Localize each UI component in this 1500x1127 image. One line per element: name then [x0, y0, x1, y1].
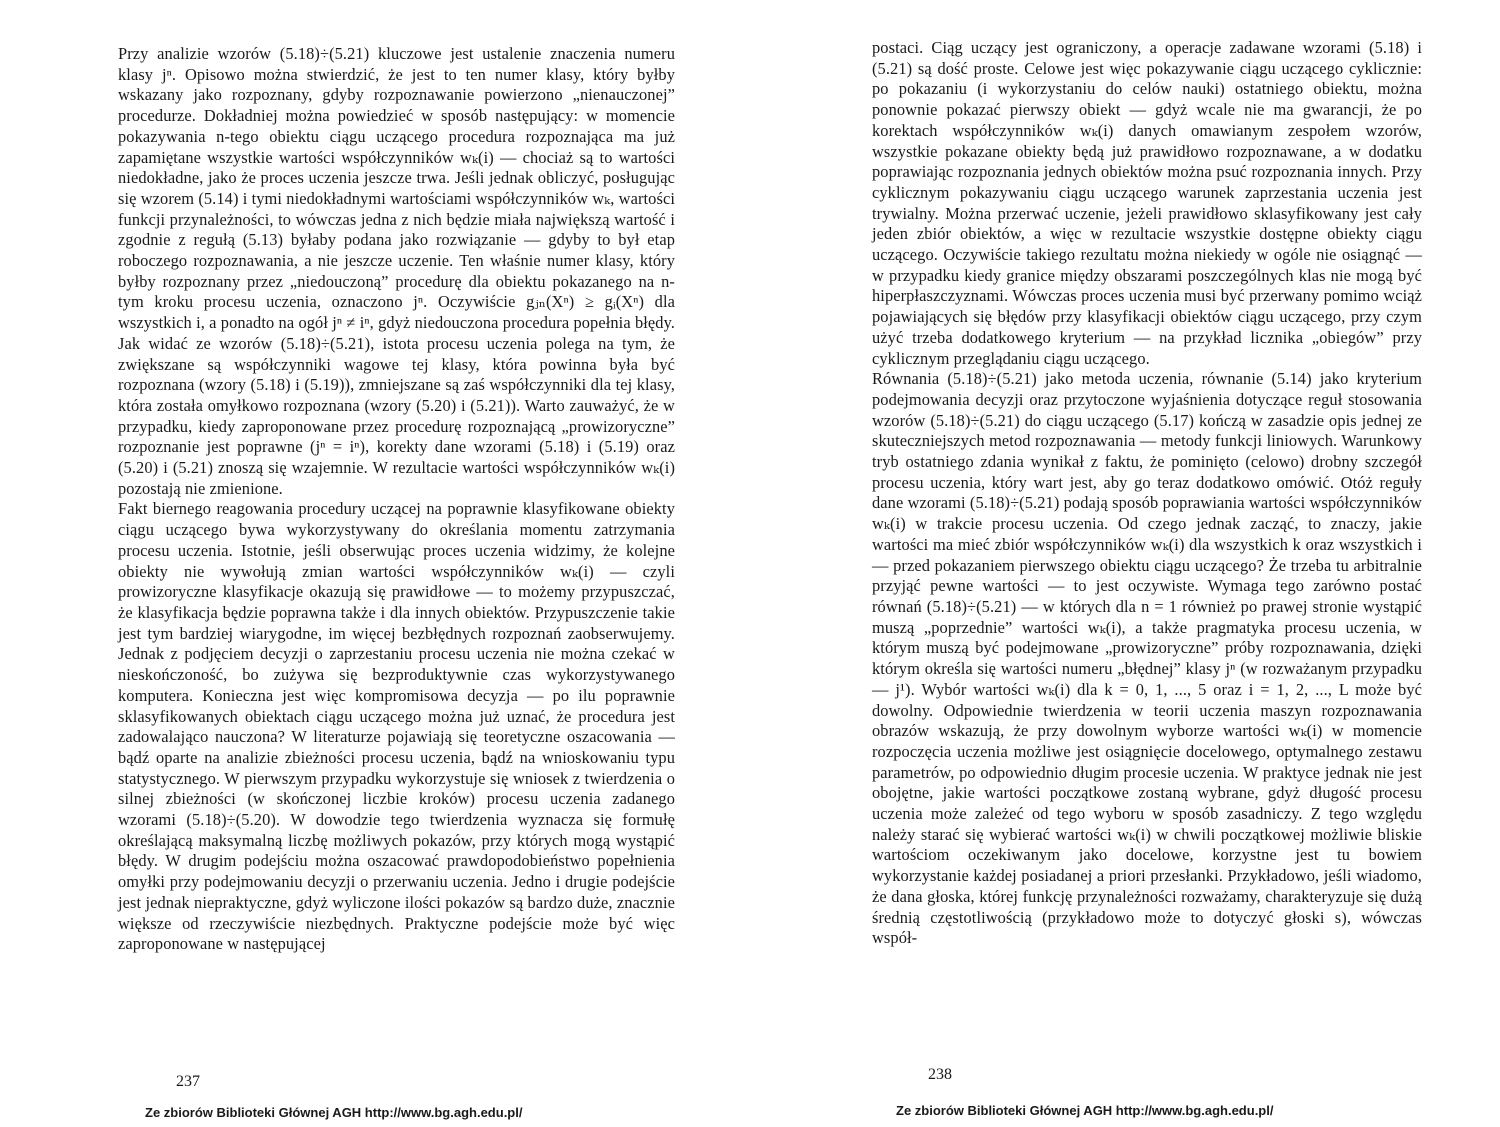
page-number-right: 238	[928, 1066, 952, 1083]
page-number-left: 237	[176, 1073, 200, 1090]
left-paragraph-1: Przy analizie wzorów (5.18)÷(5.21) kluczowe jest ustalenie znaczenia numeru klasy jⁿ. Opisowo można stwierdzić, że jest to ten numer klasy, który byłby wskazany jako rozpoznany, gdyby rozpoznawanie powierzono „nienauczonej” procedurze. Dokładniej można powiedzieć w sposób następujący: w momencie pokazywania n-tego obiektu ciągu uczącego procedura rozpoznająca ma już zapamiętane wszystkie wartości współczynników wₖ(i) — chociaż są to wartości niedokładne, jako że proces uczenia jeszcze trwa. Jeśli jednak obliczyć, posługując się wzorem (5.14) i tymi niedokładnymi wartościami współczynników wₖ, wartości funkcji przynależności, to wówczas jedna z nich będzie miała największą wartość i zgodnie z regułą (5.13) byłaby podana jako rozwiązanie — gdyby to był etap roboczego rozpoznawania, a nie jeszcze uczenie. Ten właśnie numer klasy, który byłby rozpoznany przez „niedouczoną” procedurę dla obiektu pokazanego na n-tym kroku procesu uczenia, oznaczono jⁿ. Oczywiście gⱼₙ(Xⁿ) ≥ gᵢ(Xⁿ) dla wszystkich i, a ponadto na ogół jⁿ ≠ iⁿ, gdyż niedouczona procedura popełnia błędy. Jak widać ze wzorów (5.18)÷(5.21), istota procesu uczenia polega na tym, że zwiększane są współczynniki wagowe tej klasy, która powinna była być rozpoznana (wzory (5.18) i (5.19)), zmniejszane są zaś współczynniki dla tej klasy, która została omyłkowo rozpoznana (wzory (5.20) i (5.21)). Warto zauważyć, że w przypadku, kiedy zaproponowane przez procedurę rozpoznającą „prowizoryczne” rozpoznanie jest poprawne (jⁿ = iⁿ), korekty dane wzorami (5.18) i (5.19) oraz (5.20) i (5.21) znoszą się wzajemnie. W rezultacie wartości współczynników wₖ(i) pozostają nie zmienione.	[118, 44, 675, 498]
right-paragraph-2: Równania (5.18)÷(5.21) jako metoda uczenia, równanie (5.14) jako kryterium podejmowania decyzji oraz przytoczone wyjaśnienia dotyczące reguł stosowania wzorów (5.18)÷(5.21) do ciągu uczącego (5.17) kończą w zasadzie opis jednej ze skuteczniejszych metod rozpoznawania — metody funkcji liniowych. Warunkowy tryb ostatniego zdania wynikał z faktu, że pominięto (celowo) drobny szczegół procesu uczenia, który wart jest, aby go teraz dodatkowo omówić. Otóż reguły dane wzorami (5.18)÷(5.21) podają sposób poprawiania wartości współczynników wₖ(i) w trakcie procesu uczenia. Od czego jednak zacząć, to znaczy, jakie wartości ma mieć zbiór współczynników wₖ(i) dla wszystkich k oraz wszystkich i — przed pokazaniem pierwszego obiektu ciągu uczącego? Że trzeba tu arbitralnie przyjąć pewne wartości — to jest oczywiste. Wymaga tego zarówno postać równań (5.18)÷(5.21) — w których dla n = 1 również po prawej stronie wystąpić muszą „poprzednie” wartości wₖ(i), a także pragmatyka procesu uczenia, w którym muszą być podejmowane „prowizoryczne” próby rozpoznawania, dzięki którym określa się wartości numeru „błędnej” klasy jⁿ (w rozważanym przypadku — j¹). Wybór wartości wₖ(i) dla k = 0, 1, ..., 5 oraz i = 1, 2, ..., L może być dowolny. Odpowiednie twierdzenia w teorii uczenia maszyn rozpoznawania obrazów wskazują, że przy dowolnym wyborze wartości wₖ(i) w momencie rozpoczęcia uczenia możliwe jest osiągnięcie docelowego, optymalnego zestawu parametrów, po odpowiednio długim procesie uczenia. W praktyce jednak nie jest obojętne, jakie wartości początkowe zostaną wybrane, gdyż długość procesu uczenia może zależeć od tego wyboru w sposób zasadniczy. Z tego względu należy starać się wybierać wartości wₖ(i) w chwili początkowej możliwie bliskie wartościom oczekiwanym jako docelowe, korzystne jest tu bowiem wykorzystanie każdej posiadanej a priori przesłanki. Przykładowo, jeśli wiadomo, że dana głoska, której funkcję przynależności rozważamy, charakteryzuje się dużą średnią częstotliwością (przykładowo może to dotyczyć głoski s), wówczas współ-	[872, 369, 1422, 948]
left-paragraph-2: Fakt biernego reagowania procedury uczącej na poprawnie klasyfikowane obiekty ciągu uczącego bywa wykorzystywany do określania momentu zatrzymania procesu uczenia. Istotnie, jeśli obserwując proces uczenia widzimy, że kolejne obiekty nie wywołują zmian wartości współczynników wₖ(i) — czyli prowizoryczne klasyfikacje okazują się prawidłowe — to możemy przypuszczać, że klasyfikacja będzie poprawna także i dla innych obiektów. Przypuszczenie takie jest tym bardziej wiarygodne, im więcej bezbłędnych rozpoznań zaobserwujemy. Jednak z podjęciem decyzji o zaprzestaniu procesu uczenia nie można czekać w nieskończoność, bo zużywa się bezproduktywnie czas wykorzystywanego komputera. Konieczna jest więc kompromisowa decyzja — po ilu poprawnie sklasyfikowanych obiektach ciągu uczącego można już uznać, że procedura jest zadowalająco nauczona? W literaturze pojawiają się teoretyczne oszacowania — bądź oparte na analizie zbieżności procesu uczenia, bądź na wnioskowaniu typu statystycznego. W pierwszym przypadku wykorzystuje się wniosek z twierdzenia o silnej zbieżności (w skończonej liczbie kroków) procesu uczenia zadanego wzorami (5.18)÷(5.20). W dowodzie tego twierdzenia wyznacza się formułę określającą maksymalną liczbę możliwych pokazów, przy których mogą wystąpić błędy. W drugim podejściu można oszacować prawdopodobieństwo popełnienia omyłki przy podejmowaniu decyzji o przerwaniu uczenia. Jedno i drugie podejście jest jednak niepraktyczne, gdyż wyliczone ilości pokazów są bardzo duże, znacznie większe od rzeczywiście niezbędnych. Praktyczne podejście może być więc zaproponowane w następującej	[118, 499, 675, 954]
right-paragraph-1: postaci. Ciąg uczący jest ograniczony, a operacje zadawane wzorami (5.18) i (5.21) są dość proste. Celowe jest więc pokazywanie ciągu uczącego cyklicznie: po pokazaniu (i wykorzystaniu do celów nauki) ostatniego obiektu, można ponownie pokazać pierwszy obiekt — gdyż wcale nie ma gwarancji, że po korektach współczynników wₖ(i) danych omawianym zespołem wzorów, wszystkie pokazane obiekty będą już prawidłowo rozpoznawane, a w dodatku poprawiając rozpoznania jednych obiektów można psuć rozpoznania innych. Przy cyklicznym pokazywaniu ciągu uczącego warunek zaprzestania uczenia jest trywialny. Można przerwać uczenie, jeżeli prawidłowo sklasyfikowany jest cały jeden zbiór obiektów, a więc w rezultacie wszystkie dostępne obiekty ciągu uczącego. Oczywiście takiego rezultatu można niekiedy w ogóle nie osiągnąć — w przypadku kiedy granice między obszarami poszczególnych klas nie mogą być hiperpłaszczyznami. Wówczas proces uczenia musi być przerwany pomimo wciąż pojawiających się błędów przy klasyfikacji obiektów ciągu uczącego, przy czym użyć trzeba dodatkowego kryterium — na przykład licznika „obiegów” przy cyklicznym przeglądaniu ciągu uczącego.	[872, 38, 1422, 368]
library-footer-left: Ze zbiorów Biblioteki Głównej AGH http://www.bg.agh.edu.pl/	[145, 1105, 523, 1120]
left-page-text	[118, 44, 675, 955]
library-footer-right: Ze zbiorów Biblioteki Głównej AGH http://www.bg.agh.edu.pl/	[896, 1103, 1274, 1118]
right-page	[750, 0, 1500, 1127]
right-page-text	[872, 38, 1422, 949]
